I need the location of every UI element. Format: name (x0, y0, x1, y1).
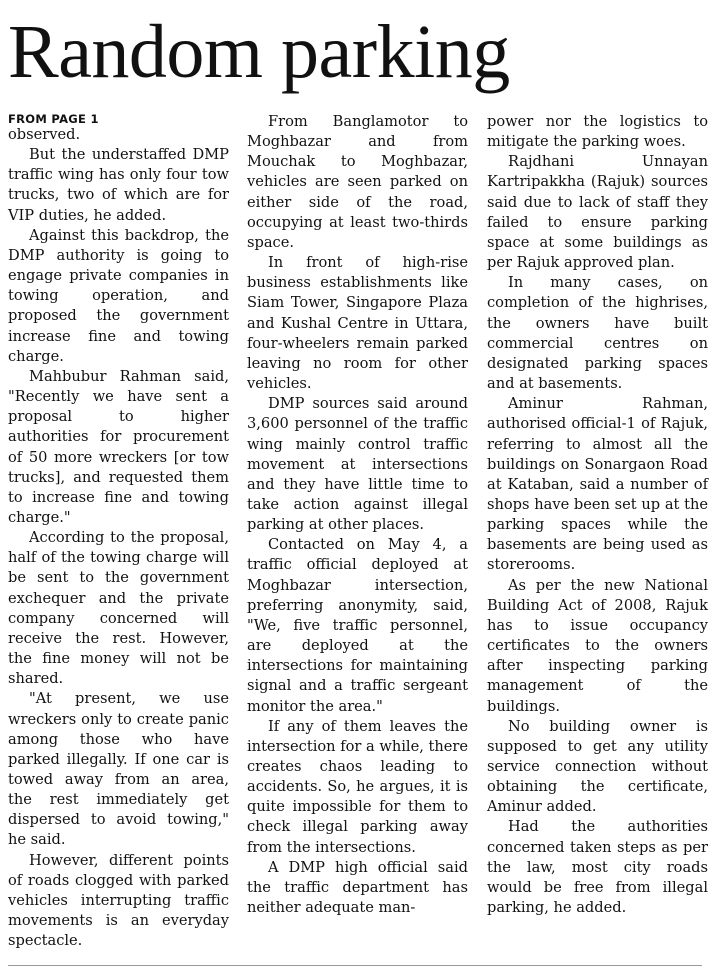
paragraph: Contacted on May 4, a traffic official deployed at Moghbazar intersection, preferring anonymity, said, "We, five traffic personnel, are deployed at the intersections for maintaining signal and a traffic sergeant monitor the area." (247, 536, 468, 715)
kicker-from-page-1: FROM PAGE 1 (8, 112, 99, 126)
paragraph: But the understaffed DMP traffic wing has only four tow trucks, two of which are for VIP duties, he added. (8, 146, 229, 224)
paragraph: "At present, we use wreckers only to create panic among those who have parked illegally. If one car is towed away from an area, the rest immediately get dispersed to avoid towing," he said. (8, 690, 229, 849)
paragraph: A DMP high official said the traffic department has neither adequate man- (247, 858, 468, 917)
bottom-rule (8, 965, 702, 966)
paragraph: observed. (8, 126, 81, 143)
paragraph: As per the new National Building Act of 2008, Rajuk has to issue occupancy certificates to the owners after inspecting parking management of the buildings. (487, 576, 708, 715)
paragraph: No building owner is supposed to get any utility service connection without obtaining the certificate, Aminur added. (487, 717, 708, 816)
paragraph: If any of them leaves the intersection for a while, there creates chaos leading to accidents. So, he argues, it is quite impossible for them to check illegal parking away from the intersections. (247, 717, 468, 856)
article-column-3 (487, 112, 708, 918)
headline: Random parking (8, 10, 510, 94)
paragraph: From Banglamotor to Moghbazar and from Mouchak to Moghbazar, vehicles are seen parked on either side of the road, occupying at least two-thirds space. (247, 113, 468, 251)
paragraph: According to the proposal, half of the towing charge will be sent to the government exchequer and the private company concerned will receive the rest. However, the fine money will not be shared. (8, 529, 229, 688)
paragraph: power nor the logistics to mitigate the parking woes. (487, 113, 708, 151)
paragraph: Against this backdrop, the DMP authority is going to engage private companies in towing operation, and proposed the government increase fine and towing charge. (8, 226, 229, 365)
paragraph: Mahbubur Rahman said, "Recently we have sent a proposal to higher authorities for procurement of 50 more wreckers [or tow trucks], and requested them to increase fine and towing charge." (8, 367, 229, 526)
paragraph: Had the authorities concerned taken steps as per the law, most city roads would be free from illegal parking, he added. (487, 818, 708, 917)
paragraph: However, different points of roads clogged with parked vehicles interrupting traffic movements is an everyday spectacle. (8, 851, 229, 950)
article-column-2 (247, 112, 468, 918)
paragraph: In front of high-rise business establishments like Siam Tower, Singapore Plaza and Kushal Centre in Uttara, four-wheelers remain parked leaving no room for other vehicles. (247, 254, 468, 393)
paragraph: In many cases, on completion of the highrises, the owners have built commercial centres on designated parking spaces and at basements. (487, 274, 708, 393)
paragraph: Aminur Rahman, authorised official-1 of Rajuk, referring to almost all the buildings on Sonargaon Road at Kataban, said a number of shops have been set up at the parking spaces while the basements are being used as storerooms. (487, 395, 708, 574)
paragraph: Rajdhani Unnayan Kartripakkha (Rajuk) sources said due to lack of staff they failed to ensure parking space at some buildings as per Rajuk approved plan. (487, 153, 708, 272)
article-column-1 (8, 112, 229, 951)
paragraph: DMP sources said around 3,600 personnel of the traffic wing mainly control traffic movement at intersections and they have little time to take action against illegal parking at other places. (247, 395, 468, 534)
